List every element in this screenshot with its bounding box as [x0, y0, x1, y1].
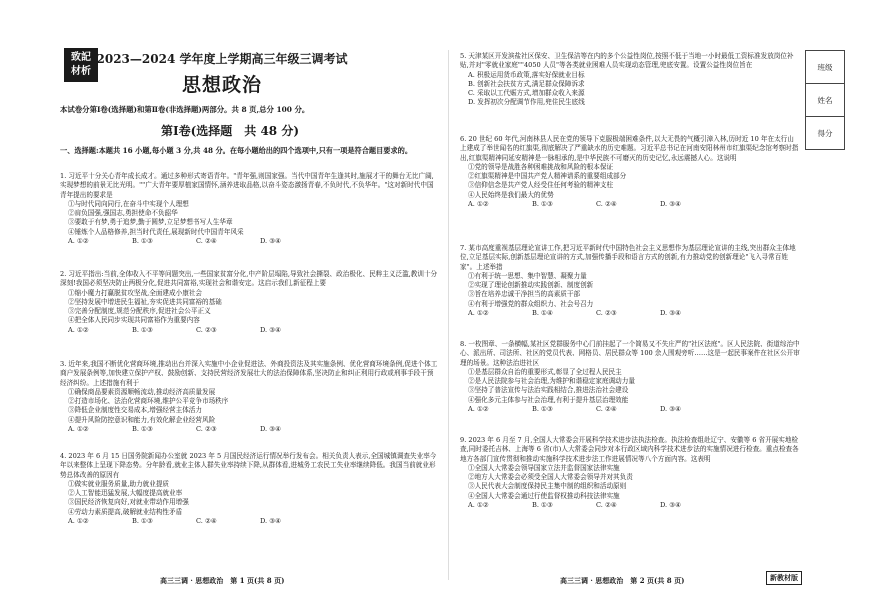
option: B. 创新社会扶贫方式,满足群众保障诉求	[468, 79, 585, 88]
answer-d: D. ③④	[660, 200, 682, 209]
exam-notice: 本试卷分第Ⅰ卷(选择题)和第Ⅱ卷(非选择题)两部分。共 8 页,总分 100 分。	[60, 105, 310, 114]
answer-b: B. ①③	[532, 200, 553, 209]
logo-line-2: 材析	[71, 66, 91, 77]
answer-b: B. ①③	[132, 325, 153, 334]
instruction: 一、选择题:本题共 16 小题,每小题 3 分,共 48 分。在每小题给出的四个选项中,只有一项是符合题目要求的。	[60, 146, 413, 155]
option: ④锤炼个人品格修养,担当时代责任,展现新时代中国青年风采	[68, 227, 244, 236]
footer-left: 高三三调 · 思想政治 第 1 页(共 8 页)	[160, 576, 285, 585]
option: ②坚持发展中增进民生福祉,夯实促进共同富裕的基础	[68, 297, 222, 306]
option: ③要敢于有梦,勇于追梦,勤于圆梦,立足梦想书写人生华章	[68, 218, 233, 227]
answer-d: D. ③④	[660, 501, 682, 510]
option: ①与时代同向同行,在奋斗中实现个人理想	[68, 199, 189, 208]
answer-choices	[60, 326, 440, 335]
question-8	[460, 340, 800, 414]
question-stem: 1. 习近平十分关心青年成长成才。通过多种形式寄语青年。"青年强,则国家强。当代中国青年生逢其时,施展才干的舞台无比广阔,实现梦想的前景无比光明。""广大青年要厚植家国情怀,涵养进取品格,以奋斗姿态激扬青春,不负时代,不负华年。"这对新时代中国青年提出的要求是	[60, 172, 434, 199]
section-title: 第Ⅰ卷(选择题 共 48 分)	[160, 124, 300, 138]
answer-c: C. ②④	[196, 237, 217, 246]
answer-a: A. ①②	[68, 325, 89, 334]
option: ③旨在培养忠诚干净担当的高素质干部	[468, 290, 581, 299]
option: ④全国人大常委会通过行使监督权推动科技法律实施	[468, 491, 620, 500]
answer-d: D. ③④	[660, 309, 682, 318]
option: ①有利于统一思想、集中智慧、凝聚力量	[468, 271, 587, 280]
question-stem: 3. 近年来,我国不断优化营商环境,推动出台并深入实施中小企业促进法、外商投资法及其实施条例、优化营商环境条例,促进个体工商户发展条例等,加快建立保护产权、鼓励创新、支持民营经济发展壮大的法治保障体系,坚决防止和纠正利用行政或刑事手段干预经济纠纷。上述措施有利于	[60, 360, 438, 387]
answer-b: B. ①③	[532, 501, 553, 510]
option: ①做实就业服务质量,助力就业提质	[68, 479, 170, 488]
option: ④有利于增强党的群众组织力、社会号召力	[468, 299, 594, 308]
answer-a: A. ①②	[468, 405, 489, 414]
answer-c: C. ②④	[596, 501, 617, 510]
question-5	[460, 52, 800, 108]
answer-choices	[60, 517, 440, 526]
answer-c: C. ②③	[196, 425, 217, 434]
answer-a: A. ①②	[68, 517, 89, 526]
option: ④劳动力素质提高,破解就业结构性矛盾	[68, 507, 183, 516]
answer-b: B. ①④	[532, 309, 553, 318]
option: ①是基层群众自治的重要形式,彰显了全过程人民民主	[468, 367, 622, 376]
exam-title: 2023—2024 学年度上学期高三年级三调考试	[96, 52, 348, 66]
option: D. 发挥初次分配调节作用,兜住民生底线	[468, 98, 585, 107]
option: ②是人民法院参与社会治理,为维护和谐稳定家庭调动力量	[468, 377, 635, 386]
question-stem: 8. 一枚图章、一条横幅,某社区党群服务中心门前挂起了一个简易又不失庄严的"社区法庭"。区人民法院、街道综治中心、派出所、司法所、社区的党员代表、网格员、居民群众等 100 余人围观旁听……这是一起民事案件在社区公开审理的场景。这种法治进社区	[460, 340, 800, 367]
option: ③信仰信念是共产党人经受住任何考验的精神支柱	[468, 181, 614, 190]
question-7	[460, 244, 800, 318]
answer-choices	[460, 309, 800, 318]
answer-b: B. ①③	[132, 425, 153, 434]
answer-a: A. ①②	[468, 501, 489, 510]
option: ①确保商品要素资源顺畅流动,推动经济高质量发展	[68, 387, 216, 396]
answer-c: C. ②③	[596, 309, 617, 318]
question-stem: 6. 20 世纪 60 年代,河南林县人民在党的领导下克服极端困难条件,以大无畏的气概引漳入林,历时近 10 年在太行山上建成了举世闻名的红旗渠,彻底解决了严重缺水的历史难题。习近平总书记在河南安阳林州市红旗渠纪念馆考察时指出,红旗渠精神同延安精神是一脉相承的,是中华民族不可磨灭的历史记忆,永远震撼人心。这说明	[460, 135, 799, 162]
answer-d: D. ③④	[260, 237, 282, 246]
question-9	[460, 436, 800, 510]
answer-a: A. ①②	[468, 200, 489, 209]
option: A. 积极运用货币政策,落实好保就业目标	[468, 70, 585, 79]
column-divider	[448, 50, 449, 580]
answer-c: C. ②③	[196, 325, 217, 334]
option: ④提升风险防控意识和能力,有效化解企业经营风险	[68, 415, 216, 424]
option: ③国民经济恢复向好,对就业带动作用增强	[68, 498, 189, 507]
answer-d: D. ③④	[660, 405, 682, 414]
answer-choices	[60, 425, 440, 434]
option: ①党的领导是战胜各种困难挑战和风险的根本保证	[468, 162, 614, 171]
edition-badge: 新教材版	[766, 571, 802, 585]
option: ②实现了理论创新推动实践创新、制度创新	[468, 281, 594, 290]
answer-a: A. ①②	[68, 425, 89, 434]
question-stem: 5. 天津某区开发滨盐社区保安、卫生保洁等在内的多个公益性岗位,按照不低于当地一小时最低工资标准发放岗位补贴,并对"零就业家庭""4050 人员"等各类就业困难人员实现动态管理,兜底安置。设置公益性岗位旨在	[460, 52, 794, 70]
question-4	[60, 452, 440, 526]
score-label: 得分	[817, 128, 833, 138]
answer-c: C. ②④	[596, 405, 617, 414]
question-6	[460, 135, 800, 209]
option: ③人民代表大会制度保持民主集中制的组织和活动原则	[468, 482, 627, 491]
answer-d: D. ③④	[260, 425, 282, 434]
option: C. 采取以工代赈方式,增加群众收入来源	[468, 89, 585, 98]
answer-c: C. ②④	[196, 517, 217, 526]
footer-right: 高三三调 · 思想政治 第 2 页(共 8 页)	[560, 576, 685, 585]
answer-d: D. ③④	[260, 325, 282, 334]
option: ②地方人大常委会必须受全国人大常委会领导并对其负责	[468, 473, 633, 482]
logo-line-1: 致記	[71, 52, 91, 63]
class-label: 班级	[806, 51, 844, 84]
option: ③降低企业制度性交易成本,增强经营主体活力	[68, 406, 202, 415]
answer-choices	[460, 405, 800, 414]
answer-a: A. ①②	[468, 309, 489, 318]
option: ②肩负国强,强国志,勇担使命不负韶华	[68, 209, 178, 218]
question-3	[60, 360, 440, 434]
option: ②红旗渠精神是中国共产党人精神谱系的重要组成部分	[468, 172, 627, 181]
option: ②人工智能迅猛发展,大幅度提高就业率	[68, 489, 183, 498]
option: ①缩小魔力打赢脱贫攻坚战,全面建成小康社会	[68, 288, 202, 297]
answer-d: D. ③④	[260, 517, 282, 526]
question-2	[60, 270, 440, 335]
answer-choices	[460, 200, 800, 209]
subject-title: 思想政治	[181, 74, 262, 96]
answer-b: B. ①③	[132, 237, 153, 246]
option: ①全国人大常委会领导国家立法并监督国家法律实施	[468, 463, 620, 472]
answer-b: B. ①③	[532, 405, 553, 414]
question-stem: 2. 习近平指出:当前,全体收入不平等问题突出,一些国家贫富分化,中产阶层塌陷,导致社会撕裂、政治极化、民粹主义泛滥,教训十分深刻!我国必须坚决防止两极分化,促进共同富裕,实现社会和谐安定。这启示我们,新征程上要	[60, 270, 438, 288]
question-stem: 4. 2023 年 6 月 15 日国务院新闻办公室就 2023 年 5 月国民经济运行情况举行发布会。相关负责人表示,全国城镇调查失业率今年以来整体上呈现下降态势。分年龄看,就业主体人群失业率持续下降,从群体看,进城务工农民工失业率继续降低。我国当前就业形势总体改善的原因有	[60, 452, 437, 479]
question-stem: 9. 2023 年 6 月至 7 月,全国人大常委会开展科学技术进步法执法检查。执法检查组赴辽宁、安徽等 6 省开展实地检查,同时委托吉林、上海等 6 省(市)人大常委会同步对本行政区域内科学技术进步法的实施情况进行检查。重点检查各地方各部门宣传贯彻和推动实施科学技术进步法工作进展情况等八个方面内容。这表明	[460, 436, 799, 463]
option: ③坚持了普法宣传与法治实践相结合,推进法治社会建设	[468, 386, 629, 395]
question-stem: 7. 某市高度重视基层理论宣讲工作,把习近平新时代中国特色社会主义思想作为基层理论宣讲的主线,突出群众主体地位,立足基层实际,创新基层理论宣讲的方式,加强传播手段和语言方式的创新,有力推动党的创新理论"飞入寻常百姓家"。上述举措	[460, 244, 796, 271]
question-1	[60, 172, 440, 246]
score-sidebar	[805, 50, 845, 150]
answer-choices	[460, 501, 800, 510]
option: ③完善分配制度,规范分配秩序,促进社会公平正义	[68, 307, 211, 316]
option: ④人民始终是我们最大的优势	[468, 190, 554, 199]
answer-choices	[60, 237, 440, 246]
answer-b: B. ①③	[132, 517, 153, 526]
answer-c: C. ②④	[596, 200, 617, 209]
option: ④强化多元主体参与社会治理,有利于提升基层治理效能	[468, 395, 629, 404]
name-label: 姓名	[806, 84, 844, 117]
option: ②打造市场化、法治化营商环境,维护公平竞争市场秩序	[68, 397, 229, 406]
option: ④把全体人民同步实现共同富裕作为重要内容	[68, 316, 200, 325]
answer-a: A. ①②	[68, 237, 89, 246]
